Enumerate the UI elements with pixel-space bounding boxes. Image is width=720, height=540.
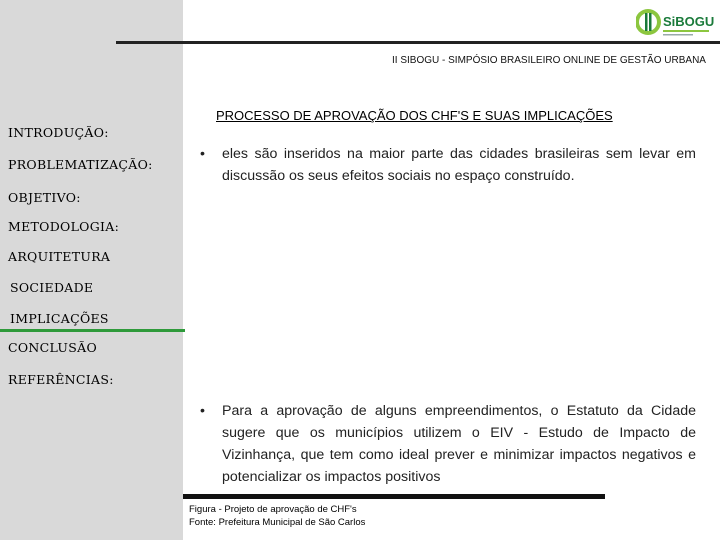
bullet-item xyxy=(200,400,696,488)
caption-figure-line: Figura - Projeto de aprovação de CHF's xyxy=(189,504,357,515)
sidebar-item-objetivo[interactable]: OBJETIVO: xyxy=(8,190,81,205)
sidebar-item-implicacoes[interactable]: IMPLICAÇÕES xyxy=(10,311,109,326)
caption-source-line: Fonte: Prefeitura Municipal de São Carlos xyxy=(189,517,366,528)
figure-caption xyxy=(189,503,365,529)
section-title: PROCESSO DE APROVAÇÃO DOS CHF'S E SUAS IMPLICAÇÕES xyxy=(216,108,613,123)
bullet-marker: • xyxy=(200,146,205,162)
sidebar-item-referencias[interactable]: REFERÊNCIAS: xyxy=(8,372,114,387)
bullet-text: Para a aprovação de alguns empreendimentos, o Estatuto da Cidade sugere que os municípios utilizem o EIV - Estudo de Impacto de Vizinhança, que tem como ideal prever e minimizar impactos negativos e potencializar os impactos positivos xyxy=(222,403,696,485)
sidebar-item-sociedade[interactable]: SOCIEDADE xyxy=(10,280,94,295)
sidebar-item-conclusao[interactable]: CONCLUSÃO xyxy=(8,340,98,355)
sidebar-item-metodologia[interactable]: METODOLOGIA: xyxy=(8,219,120,234)
sidebar-item-introducao[interactable]: INTRODUÇÃO: xyxy=(8,125,109,140)
event-title: II SIBOGU - SIMPÓSIO BRASILEIRO ONLINE DE GESTÃO URBANA xyxy=(392,55,706,66)
sibogu-logo xyxy=(636,4,714,40)
active-item-underline xyxy=(0,329,185,332)
sidebar-item-arquitetura[interactable]: ARQUITETURA xyxy=(8,249,111,264)
bullet-marker: • xyxy=(200,403,205,419)
sidebar-item-problematizacao[interactable]: PROBLEMATIZAÇÃO: xyxy=(8,157,153,172)
footer-divider xyxy=(183,494,605,499)
header-divider xyxy=(116,41,720,44)
bullet-text: eles são inseridos na maior parte das cidades brasileiras sem levar em discussão os seus efeitos sociais no espaço construído. xyxy=(222,146,696,184)
sidebar xyxy=(0,0,183,540)
logo-text: SiBOGU xyxy=(663,14,714,29)
bullet-item xyxy=(200,143,696,187)
